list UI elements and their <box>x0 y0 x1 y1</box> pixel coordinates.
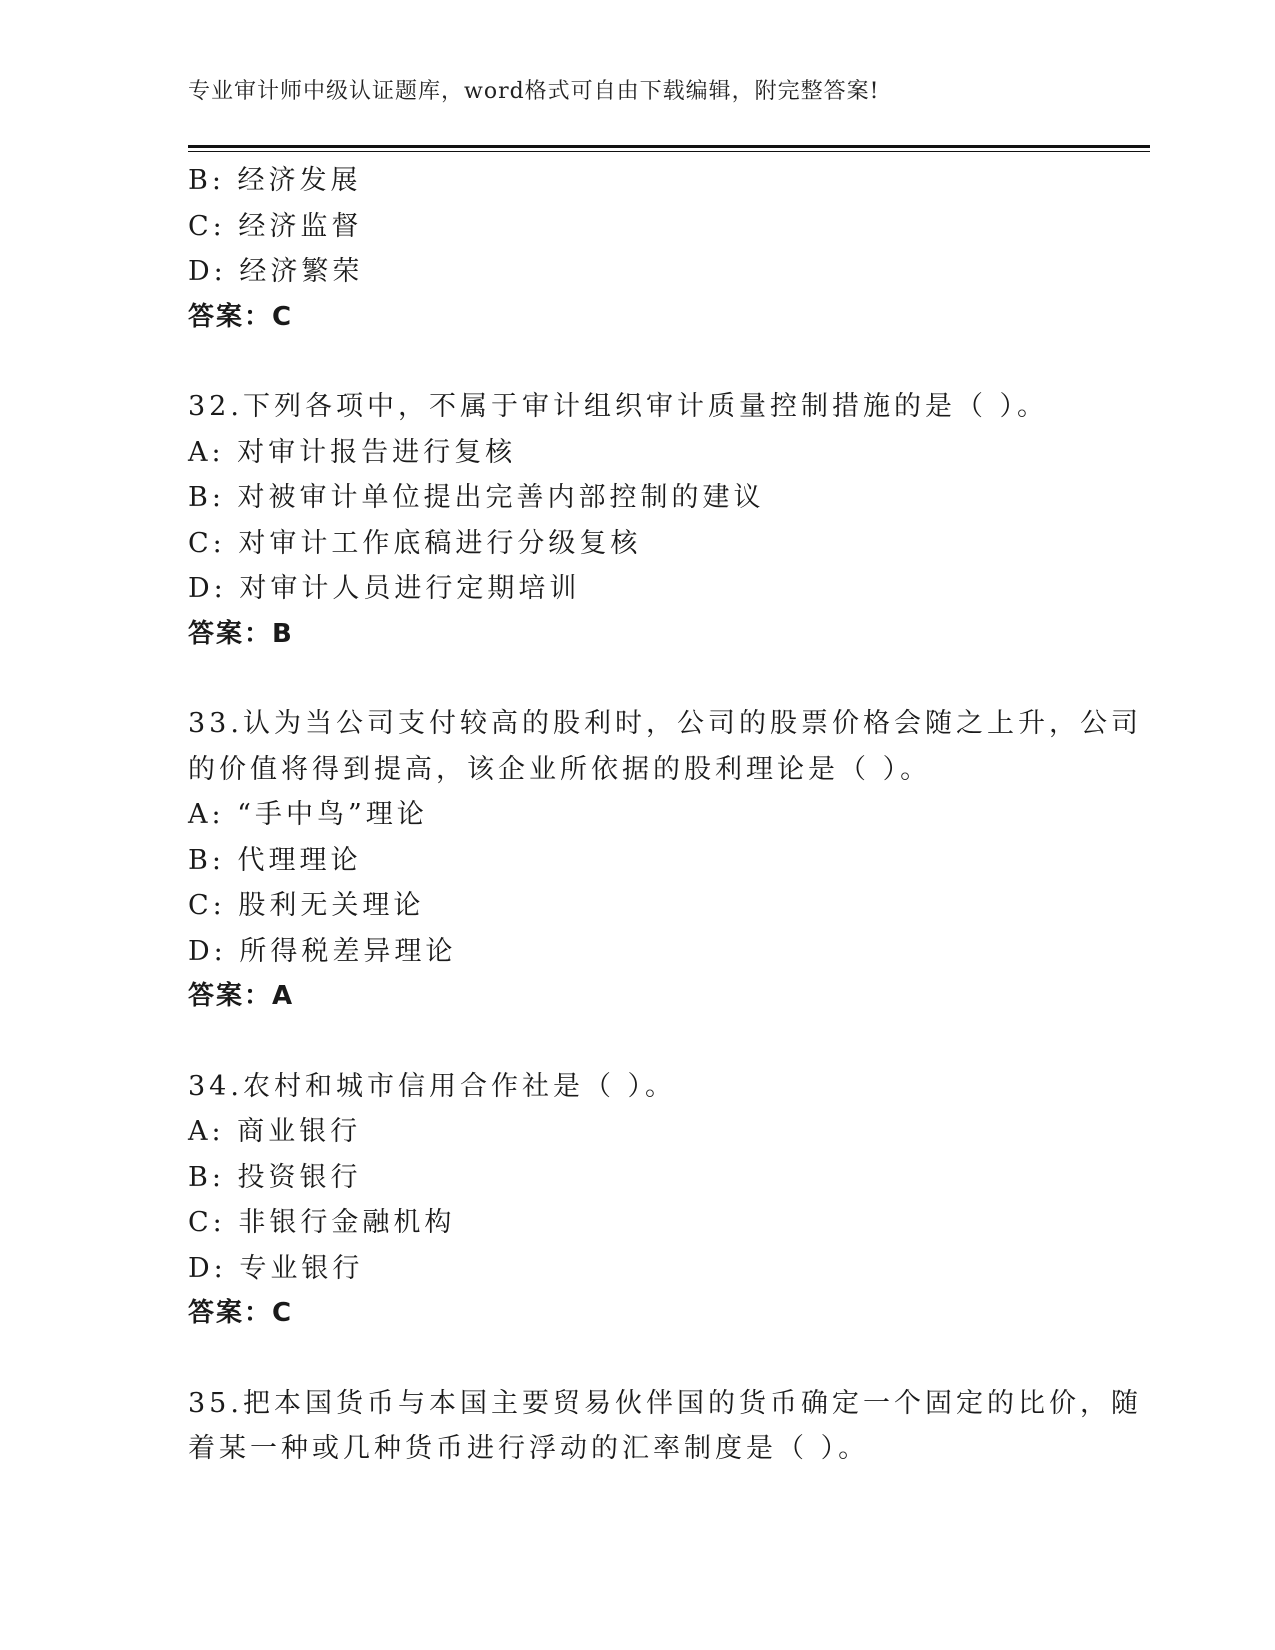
question-stem-line-1: 35.把本国货币与本国主要贸易伙伴国的货币确定一个固定的比价，随 <box>188 1387 1142 1419</box>
page-header: 专业审计师中级认证题库，word格式可自由下载编辑，附完整答案! <box>188 79 880 104</box>
question-32 <box>188 384 1088 657</box>
header-rule-thin <box>188 151 1150 152</box>
option-d: D: 专业银行 <box>188 1252 364 1284</box>
answer: 答案：C <box>188 301 294 332</box>
answer: 答案：B <box>188 618 294 649</box>
question-stem-line-1: 33.认为当公司支付较高的股利时，公司的股票价格会随之上升，公司 <box>188 708 1142 739</box>
option-a: A: 对审计报告进行复核 <box>188 436 517 468</box>
question-list <box>188 158 1142 1472</box>
option-c: C: 经济监督 <box>188 210 363 242</box>
option-b: B: 经济发展 <box>188 165 362 196</box>
question-33 <box>188 701 1142 1020</box>
option-c: C: 对审计工作底稿进行分级复核 <box>188 527 642 559</box>
option-b: B: 投资银行 <box>188 1161 362 1193</box>
answer: 答案：C <box>188 1298 294 1328</box>
option-b: B: 对被审计单位提出完善内部控制的建议 <box>188 482 765 513</box>
question-31-tail <box>188 158 1088 340</box>
option-d: D: 所得税差异理论 <box>188 935 457 967</box>
option-a: A: “手中鸟”理论 <box>188 799 428 830</box>
option-d: D: 对审计人员进行定期培训 <box>188 573 581 604</box>
question-35 <box>188 1381 1142 1472</box>
option-a: A: 商业银行 <box>188 1116 362 1147</box>
question-stem-line-2: 的价值将得到提高，该企业所依据的股利理论是（ ）。 <box>188 753 932 785</box>
answer: 答案：A <box>188 981 295 1011</box>
question-34 <box>188 1064 1088 1337</box>
question-stem: 34.农村和城市信用合作社是（ ）。 <box>188 1070 677 1102</box>
question-stem: 32.下列各项中，不属于审计组织审计质量控制措施的是（ ）。 <box>188 391 1049 422</box>
option-c: C: 股利无关理论 <box>188 890 425 921</box>
question-stem-line-2: 着某一种或几种货币进行浮动的汇率制度是（ ）。 <box>188 1433 870 1464</box>
option-c: C: 非银行金融机构 <box>188 1207 456 1238</box>
option-b: B: 代理理论 <box>188 844 362 876</box>
option-d: D: 经济繁荣 <box>188 256 364 287</box>
header-rule-thick <box>188 145 1150 148</box>
